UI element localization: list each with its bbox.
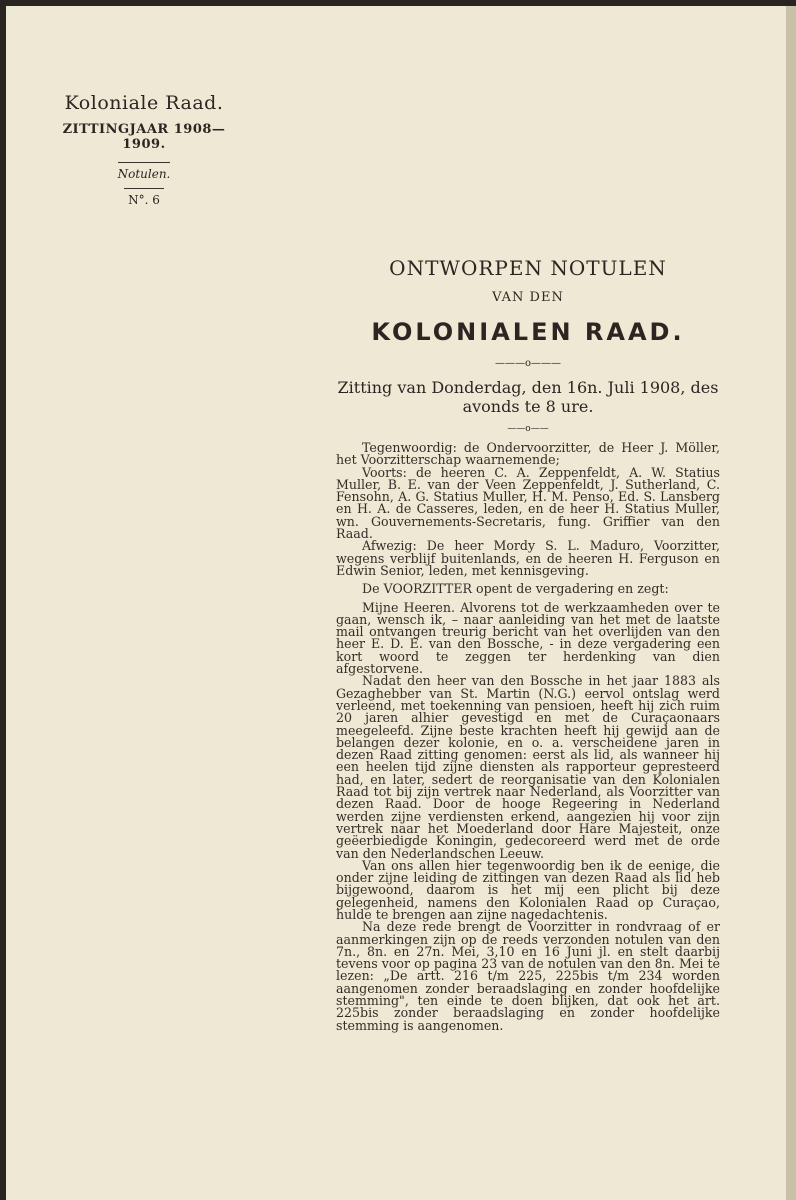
title-line-3: KOLONIALEN RAAD. <box>371 318 685 346</box>
notulen-label: Notulen. <box>118 162 171 181</box>
masthead <box>54 92 234 208</box>
speech-paragraph-2: Nadat den heer van den Bossche in het jaar 1883 als Gezaghebber van St. Martin (N.G.) eervol ontslag werd verleend, met toekenning van pensioen, heeft hij zich ruim 20 jaren alhier gevestigd en met de Curaçaonaars meegeleefd. Zijne beste krachten heeft hij gewijd aan de belangen dezer kolonie, en o. a. verscheidene jaren in dezen Raad zitting genomen: eerst als lid, als wanneer hij een heelen tijd zijne diensten als rapporteur gepresteerd had, en later, sedert de reorganisatie van den Kolonialen Raad tot bij zijn vertrek naar Nederland, als Voorzitter van dezen Raad. Door de hooge Regeering in Nederland werden zijne verdiensten erkend, aangezien hij voor zijn vertrek naar het Moederland door Hare Majesteit, onze geëerbiedigde Koningin, gedecoreerd werd met de orde van den Nederlandschen Leeuw. <box>336 673 720 861</box>
attendance-present: Tegenwoordig: de Ondervoorzitter, de Heer J. Möller, het Voorzitterschap waarnemende; <box>336 440 720 468</box>
agenda-paragraph: Na deze rede brengt de Voorzitter in rondvraag of er aanmerkingen zijn op de reeds verzonden notulen van den 7n., 8n. en 27n. Mei, 3,10 en 16 Juni jl. en stelt daarbij tevens voor op pagina 23 van de notulen van den 8n. Mei te lezen: „De artt. 216 t/m 225, 225bis t/m 234 worden aangenomen zonder beraadslaging en zonder hoofdelijke stemming", ten einde te doen blijken, dat ook het art. 225bis zonder beraadslaging en zonder hoofdelijke stemming is aangenomen. <box>336 919 720 1033</box>
speech-paragraph-3: Van ons allen hier tegenwoordig ben ik de eenige, die onder zijne leiding de zittingen van dezen Raad als lid heb bijgewoond, daarom is het mij een plicht bij deze gelegenheid, namens den Kolonialen Raad op Curaçao, hulde te brengen aan zijne nagedachtenis. <box>336 857 720 922</box>
session-date: Zitting van Donderdag, den 16n. Juli 1908, des avonds te 8 ure. <box>337 378 719 416</box>
document-number: N°. 6 <box>124 188 164 207</box>
speech-paragraph-1: Mijne Heeren. Alvorens tot de werkzaamheden over te gaan, wensch ik, – naar aanleiding van het met de laatste mail ontvangen treurig bericht van het overlijden van den heer E. D. E. van den Bossche, - in deze vergadering een kort woord te zeggen ter herdenking van dien afgestorvene. <box>336 599 720 677</box>
attendance-others: Voorts: de heeren C. A. Zeppenfeldt, A. W. Statius Muller, B. E. van der Veen Zeppenfeldt, J. Sutherland, C. Fensohn, A. G. Statius Muller, H. M. Penso, Ed. S. Lansberg en H. A. de Casseres, leden, en de heer H. Statius Muller, wn. Gouvernements-Secretaris, fung. Griffier van den Raad. <box>336 464 720 542</box>
opening-statement: De VOORZITTER opent de vergadering en zegt: <box>362 581 669 597</box>
document-page <box>6 6 796 1200</box>
title-line-2: VAN DEN <box>492 290 564 305</box>
session-year: ZITTINGJAAR 1908—1909. <box>62 122 226 152</box>
separator-ornament-small: ——o—— <box>507 424 549 434</box>
title-line-1: ONTWORPEN NOTULEN <box>389 256 667 280</box>
minutes-body <box>336 442 720 1032</box>
attendance-absent: Afwezig: De heer Mordy S. L. Maduro, Voorzitter, wegens verblijf buitenlands, en de heeren H. Ferguson en Edwin Senior, leden, met kennisgeving. <box>336 538 720 578</box>
council-name: Koloniale Raad. <box>64 92 224 114</box>
separator-ornament: ———o——— <box>494 358 562 369</box>
